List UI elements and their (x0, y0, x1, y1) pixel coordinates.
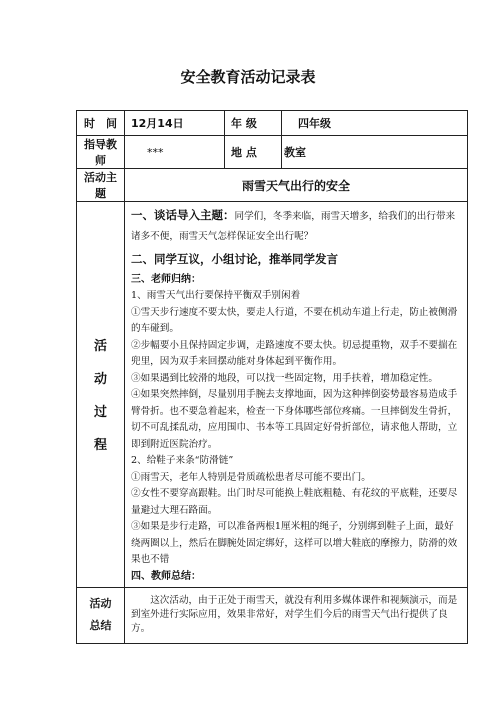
row-summary (77, 587, 468, 643)
row-teacher (77, 136, 468, 169)
process-label (77, 202, 125, 588)
process-line: ②女性不要穿高跟鞋。出门时尽可能换上鞋底粗糙、有花纹的平底鞋，还要尽量避过大理石路面。 (131, 488, 458, 516)
process-label-char: 活 (93, 339, 107, 355)
row-theme (77, 169, 468, 202)
process-line: ①雨雪天，老年人特别是骨质疏松患者尽可能不要出门。 (131, 471, 371, 483)
section-2-title: 二、同学互议，小组讨论，推举同学发言 (131, 252, 338, 266)
section-4-title: 四、教师总结： (131, 570, 201, 582)
grade-value: 四年级 (282, 111, 468, 136)
process-label-char: 动 (93, 372, 107, 388)
place-label: 地 点 (225, 136, 282, 169)
section-3-title: 三、老师归纳： (131, 274, 201, 285)
place-value: 教室 (282, 136, 468, 169)
teacher-value: *** (125, 136, 225, 169)
summary-label-line: 活动 (89, 597, 112, 610)
row-time (77, 111, 468, 136)
process-line: ④如果突然摔倒，尽量别用手腕去支撑地面，因为这种摔倒姿势最容易造成手臂骨折。也不要急着起来，检查一下身体哪些部位疼痛。一旦摔倒发生骨折，切不可乱揉乱动，应用围巾、书本等工具固定好骨折部位，请求他人帮助，立即到附近医院治疗。 (131, 389, 458, 450)
process-line: ②步幅要小且保持固定步调，走路速度不要太快。切忌提重物，双手不要揣在兜里，因为双手来回摆动能对身体起到平衡作用。 (131, 339, 458, 367)
process-line: ③如果遇到比较滑的地段，可以找一些固定物，用手扶着，增加稳定性。 (131, 372, 438, 384)
page-title: 安全教育活动记录表 (180, 68, 316, 86)
section-1 (131, 206, 461, 246)
row-process (77, 202, 468, 588)
theme-label: 活动主题 (77, 169, 125, 202)
record-table (76, 110, 468, 644)
section-1-text: 同学们，冬季来临，雨雪天增多，给我们的出行带来诸多不便，雨雪天气怎样保证安全出行呢？ (131, 211, 456, 242)
process-line: ③如果是步行走路，可以准备两根1厘米粗的绳子，分别绑到鞋子上面，最好绕两圈以上，然后在脚腕处固定绑好，这样可以增大鞋底的摩擦力，防滑的效果也不错 (131, 521, 458, 565)
section-1-title: 一、谈话导入主题： (131, 208, 235, 222)
time-label: 时 间 (77, 111, 125, 136)
summary-label-line: 总结 (89, 619, 112, 632)
summary-label (77, 587, 125, 643)
process-content (125, 202, 468, 588)
teacher-label: 指导教师 (77, 136, 125, 169)
summary-text: 这次活动，由于正处于雨雪天，就没有利用多媒体课件和视频演示，而是到室外进行实际应用，效果非常好，对学生们今后的雨雪天气出行提供了良方。 (131, 595, 458, 634)
process-label-char: 程 (93, 438, 107, 454)
process-label-char: 过 (93, 405, 107, 421)
theme-value: 雨雪天气出行的安全 (125, 169, 468, 202)
summary-content (125, 587, 468, 643)
process-line: 2、给鞋子来条“防滑链” (131, 455, 234, 466)
process-line: 1、雨雪天气出行要保持平衡双手别闲着 (131, 290, 301, 301)
date-value: 12月14日 (125, 111, 225, 136)
grade-label: 年 级 (225, 111, 282, 136)
process-line: ①雪天步行速度不要太快，要走人行道，不要在机动车道上行走，防止被侧滑的车碰到。 (131, 306, 458, 334)
